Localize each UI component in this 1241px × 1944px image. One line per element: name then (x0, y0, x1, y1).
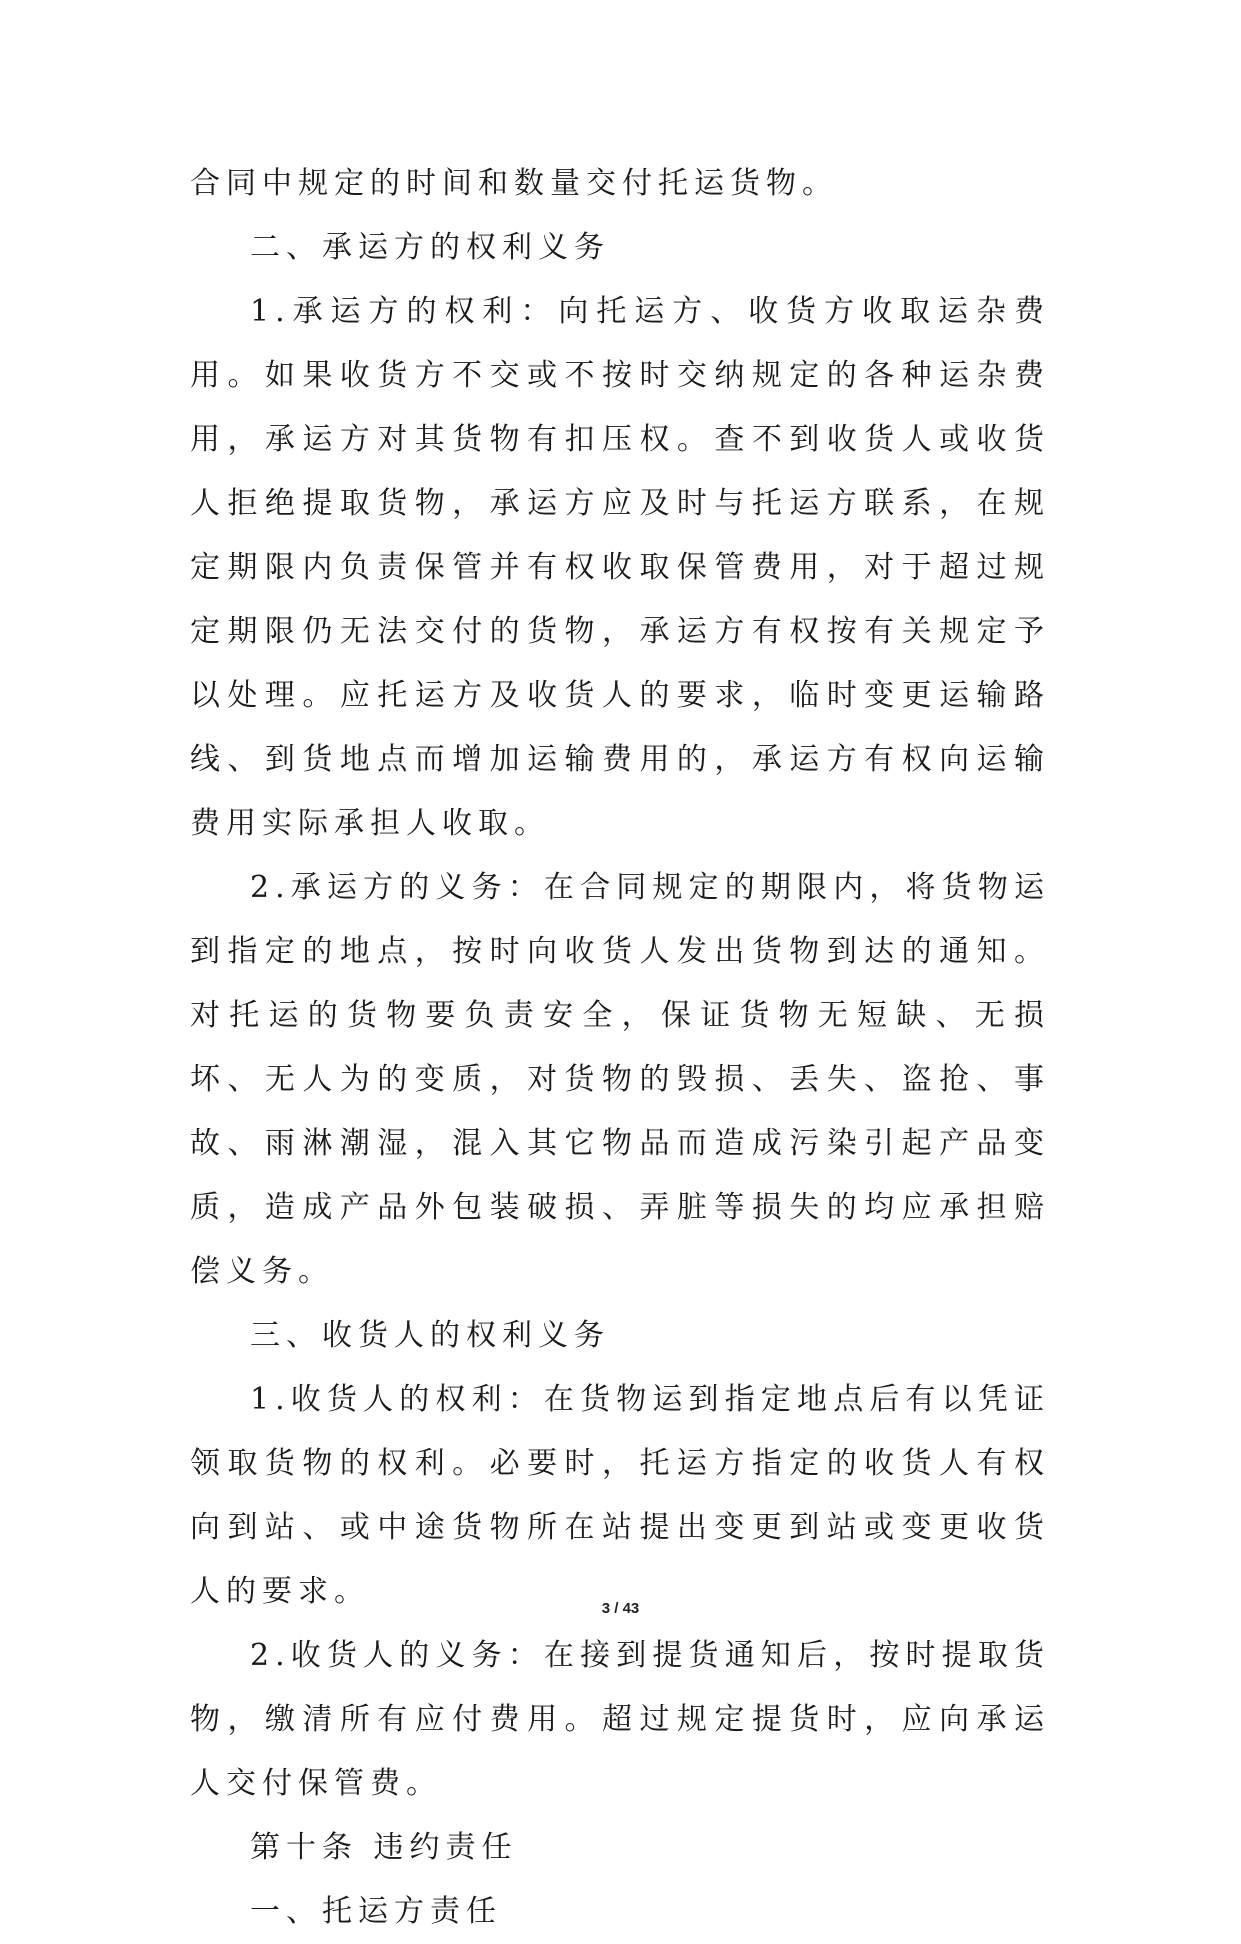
paragraph-continuation: 合同中规定的时间和数量交付托运货物。 (190, 166, 838, 201)
paragraph-carrier-rights: 1.承运方的权利：向托运方、收货方收取运杂费用。如果收货方不交或不按时交纳规定的各种运杂费用，承运方对其货物有扣压权。查不到收货人或收货人拒绝提取货物，承运方应及时与托运方联系，在规定期限内负责保管并有权收取保管费用，对于超过规定期限仍无法交付的货物，承运方有权按有关规定予以处理。应托运方及收货人的要求，临时变更运输路线、到货地点而增加运输费用的，承运方有权向运输费用实际承担人收取。 (190, 294, 1050, 841)
paragraph-consignee-rights: 1.收货人的权利：在货物运到指定地点后有以凭证领取货物的权利。必要时，托运方指定的收货人有权向到站、或中途货物所在站提出变更到站或变更收货人的要求。 (190, 1382, 1050, 1609)
page-number: 3 / 43 (601, 1600, 640, 1617)
paragraph-consignee-obligations: 2.收货人的义务：在接到提货通知后，按时提取货物，缴清所有应付费用。超过规定提货时，应向承运人交付保管费。 (190, 1638, 1050, 1801)
section-heading-carrier-rights: 二、承运方的权利义务 (250, 230, 610, 265)
section-heading-consignee-rights: 三、收货人的权利义务 (250, 1318, 610, 1353)
section-heading-shipper-liability: 一、托运方责任 (250, 1894, 502, 1929)
article-heading-liability: 第十条 违约责任 (250, 1830, 518, 1865)
paragraph-carrier-obligations: 2.承运方的义务：在合同规定的期限内，将货物运到指定的地点，按时向收货人发出货物到达的通知。对托运的货物要负责安全，保证货物无短缺、无损坏、无人为的变质，对货物的毁损、丢失、盗抢、事故、雨淋潮湿，混入其它物品而造成污染引起产品变质，造成产品外包装破损、弄脏等损失的均应承担赔偿义务。 (190, 870, 1050, 1289)
document-body (190, 152, 1050, 1944)
